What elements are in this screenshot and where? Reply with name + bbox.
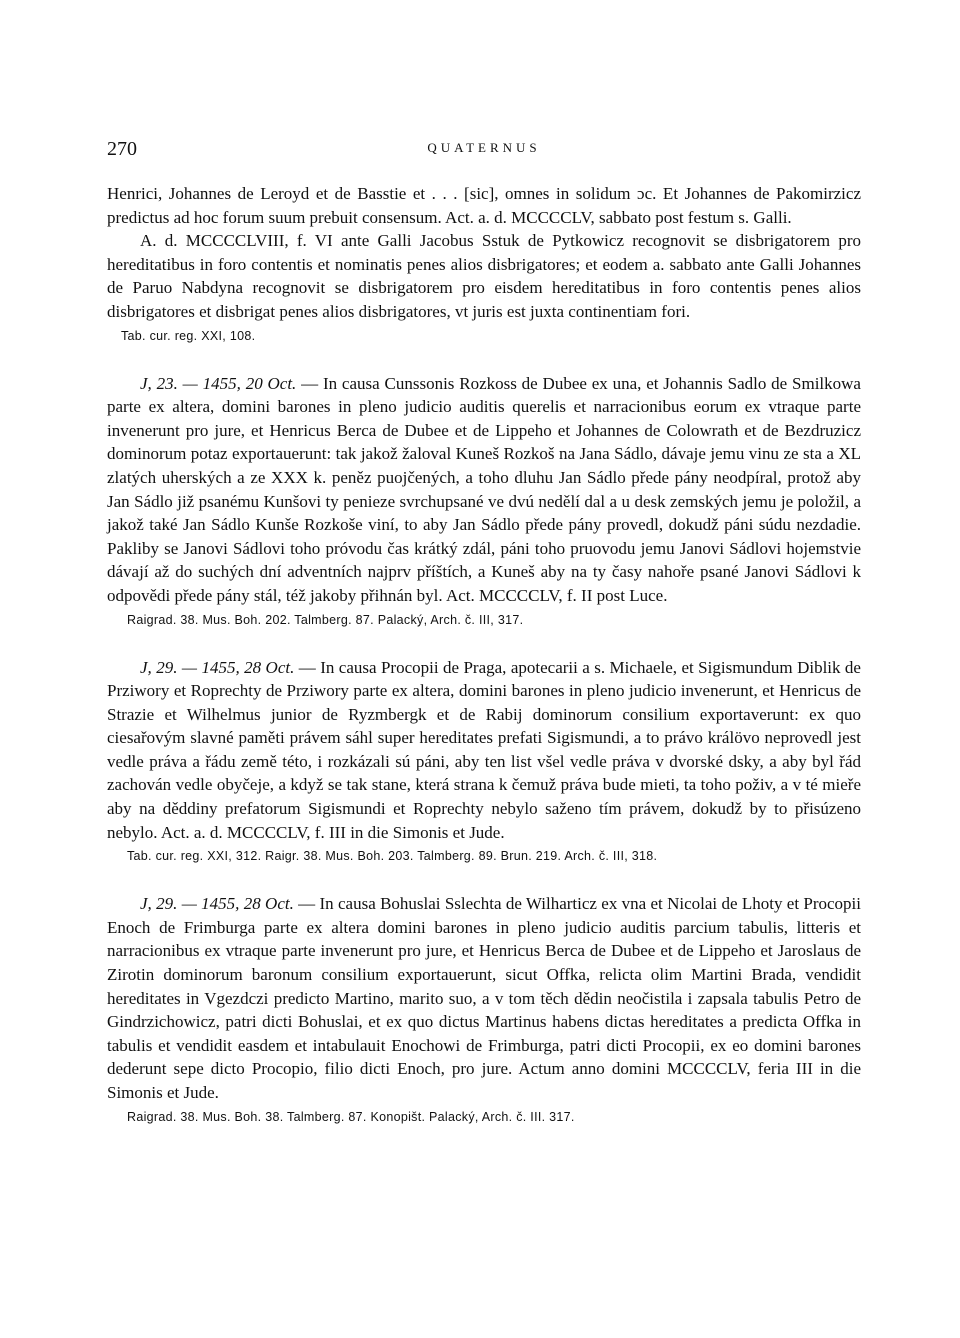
entry-source-citation: Raigrad. 38. Mus. Boh. 202. Talmberg. 87. Palacký, Arch. č. III, 317. [127,612,524,627]
entry-heading: J, 29. — 1455, 28 Oct. [140,657,295,677]
running-title: QUATERNUS [427,140,541,155]
page-header [107,138,861,168]
entry-source-citation: Raigrad. 38. Mus. Boh. 38. Talmberg. 87. Konopišt. Palacký, Arch. č. III. 317. [127,1109,575,1124]
entry-source-citation: Tab. cur. reg. XXI, 312. Raigr. 38. Mus. Boh. 203. Talmberg. 89. Brun. 219. Arch. č. III, 318. [127,849,658,864]
document-entry [107,656,861,867]
page-number: 270 [107,138,137,160]
document-entry [107,372,861,630]
entry-text: — In causa Procopii de Praga, apotecarii a s. Michaele, et Sigismundum Diblik de Prziwory et Roprechty de Prziwory parte ex altera, domini barones in pleno judicio invenerunt, et Henricus de Strazie et Wilhelmus junior de Ryzmbergk et de Rabij dominorum consilium exportaverunt: ex quo ciesařovým slavné paměti právem sáhl super hereditates prefati Sigismundi, a to právo králövo neprovedl jest vedle práva a řádu země této, i rozkázali sú páni, aby ten list všel vedle práva v dvorské dsky, a aby byl řád zachován vedle obyčeje, a když se tak stane, která strana k čemuž práva bude mieti, ta toho poživ, a v té mieře aby na děddiny prefatorum Sigismundi et Roprechty nebylo saženo tím právem, dokudž by to přisúzeno nebylo. Act. a. d. MCCCCLV, f. III in die Simonis et Jude. [107,657,861,842]
document-entry [107,892,861,1126]
entry-paragraph [107,892,861,1104]
entry-paragraph [107,656,861,845]
entry-heading: J, 23. — 1455, 20 Oct. [140,373,297,393]
entry-text: — In causa Bohuslai Sslechta de Wilharticz ex vna et Nicolai de Lhoty et Procopii Enoch de Frimburga parte ex altera domini barones in pleno judicio auditis parcium tabulis, litteris et narracionibus ex vtraque parte invenerunt pro jure, et Henricus Berca de Dubee et de Lippeho et Jaroslaus de Zirotin dominorum baronum consilium exportauerunt, sicut Offka, relicta olim Martini Brada, vendidit hereditates in Vgezdczi predicto Martino, marito suo, a v tom těch dědin neočistila i zapsala tabulis Petro de Gindrzichowicz, patri dicti Bohuslai, et ex quo dictus Martinus habens dictas hereditates a predicta Offka in tabulis et vendidit easdem et intabulauit Enochowi de Frimburga, patri dicti Procopii, ex eo domini barones dederunt sepe dicto Procopio, filio dicti Enoch, pro jure. Actum anno domini MCCCCLV, feria III in die Simonis et Jude. [107,894,861,1102]
document-page [107,138,861,1127]
entry-text: — In causa Cunssonis Rozkoss de Dubee ex una, et Johannis Sadlo de Smilkowa parte ex altera, domini barones in pleno judicio auditis querelis et narracionibus eorum ex vtraque parte invenerunt pro jure, et Henricus Berca de Dubee et de Lippeho et Johannes de Colowrath et de Bezdruzicz dominorum potaz exportauerunt: tak jakož žaloval Kuneš Rozkoš na Jana Sádlo, dávaje jemu vinu ze sta a XL zlatých uherských a ze XXX k. peněz puojčených, a toho dluhu Jan Sádlo přede pány neodpíral, protož aby Jan Sádlo již psanému Kunšovi ty penieze svrchupsané ve dvú nedělí dal a u desk zemských jemu je položil, a jakož také Jan Sádlo Kunše Rozkoše viní, to aby Jan Sádlo přede pány provedl, dokudž páni súdu nezdadie. Pakliby se Janovi Sádlovi toho próvodu čas krátký zdál, páni toho pruovodu jemu Janovi Sádlovi hojemstvie dávají až do suchých dní adventních najprv příštích, a Kuneš aby na ty časy nahoře psané Janovi Sádlovi k odpovědi přede pány stál, též jakoby přihnán byl. Act. MCCCCLV, f. II post Luce. [107,373,861,605]
intro-paragraph-2: A. d. MCCCCLVIII, f. VI ante Galli Jacobus Sstuk de Pytkowicz recognovit se disbrigatorem pro hereditatibus in foro contentis et nominatis penes alios disbrigatores; et eodem a. sabbato ante Galli Johannes de Paruo Nabdyna recognovit se disbrigatorem pro eisdem hereditatibus in foro contentis penes alios disbrigatores et disbrigat penes alios disbrigatores, vt juris est juxta continentiam fori. [107,231,861,321]
entry-paragraph [107,372,861,608]
entry-heading: J, 29. — 1455, 28 Oct. [140,894,294,914]
intro-source-citation: Tab. cur. reg. XXI, 108. [121,328,256,343]
intro-paragraph-1: Henrici, Johannes de Leroyd et de Basstie et . . . [sic], omnes in solidum ɔc. Et Johannes de Pakomirzicz predictus ad hoc forum suum prebuit consensum. Act. a. d. MCCCCLV, sabbato post festum s. Galli. [107,184,861,227]
